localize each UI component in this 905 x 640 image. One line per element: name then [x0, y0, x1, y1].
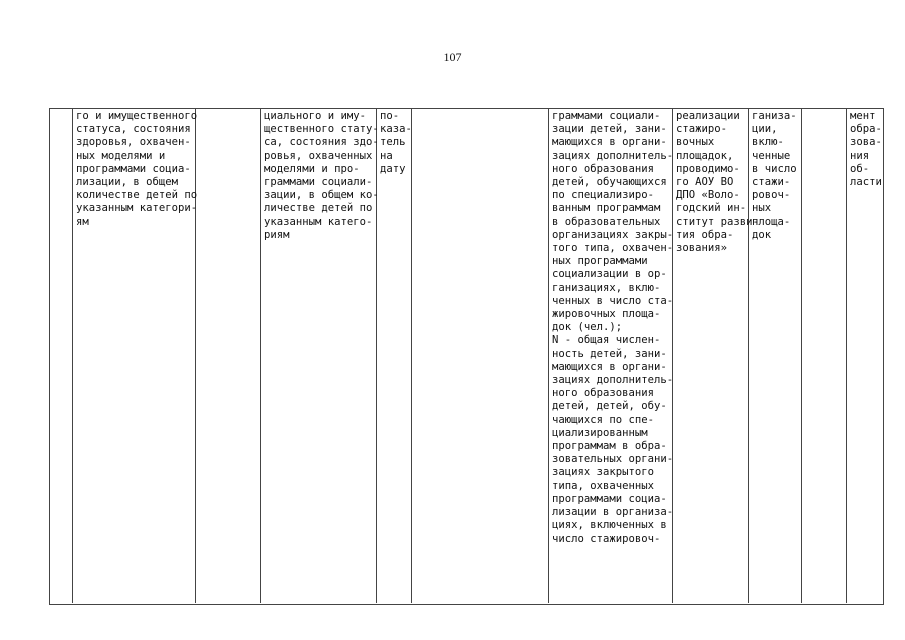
page-number: 107	[443, 50, 462, 64]
table-rule	[801, 108, 802, 603]
table-cell-indicator-date: по- каза- тель на дату	[380, 110, 412, 175]
table-cell-formula-description: граммами социали- зации детей, зани- мающихся в органи- зациях дополнитель- ного образования детей, обучающихся по специализиро- ванным программам в образовательных организациях закры- того типа, охвачен- ных программами социализации в ор- ганизациях, вклю- ченных в число ста- жировочных площа- док (чел.); N - общая числен- ность детей, зани- мающихся в органи- зациях дополнитель- ного образования детей, детей, обу- чающихся по спе- циализированным программам в обра- зовательных органи- зациях закрытого типа, охваченных программами социа- лизации в организа- циях, включенных в число стажировоч-	[552, 110, 674, 545]
table-cell-organizations: ганиза- ции, вклю- ченные в число стажи- ровоч- ных площа- док	[752, 110, 797, 241]
table-cell-status-description-2: циального и иму- щественного стату- са, состояния здо- ровья, охваченных моделями и про- граммами социали- зации, в общем ко- личестве детей по указанным катего- риям	[264, 110, 379, 241]
table-cell-implementation-source: реализации стажиро- вочных площадок, проводимо- го АОУ ВО ДПО «Воло- годский ин- ститут разви- тия обра- зования»	[676, 110, 759, 255]
table-rule	[72, 108, 73, 603]
table-rule	[548, 108, 549, 603]
table-rule	[846, 108, 847, 603]
table-cell-status-description-1: го и имущественного статуса, состояния здоровья, охвачен- ных моделями и программами социа- лизации, в общем количестве детей по указанным категори- ям	[76, 110, 198, 228]
table-cell-department: мент обра- зова- ния об- ласти	[850, 110, 882, 189]
table-rule	[411, 108, 412, 603]
table-rule	[260, 108, 261, 603]
